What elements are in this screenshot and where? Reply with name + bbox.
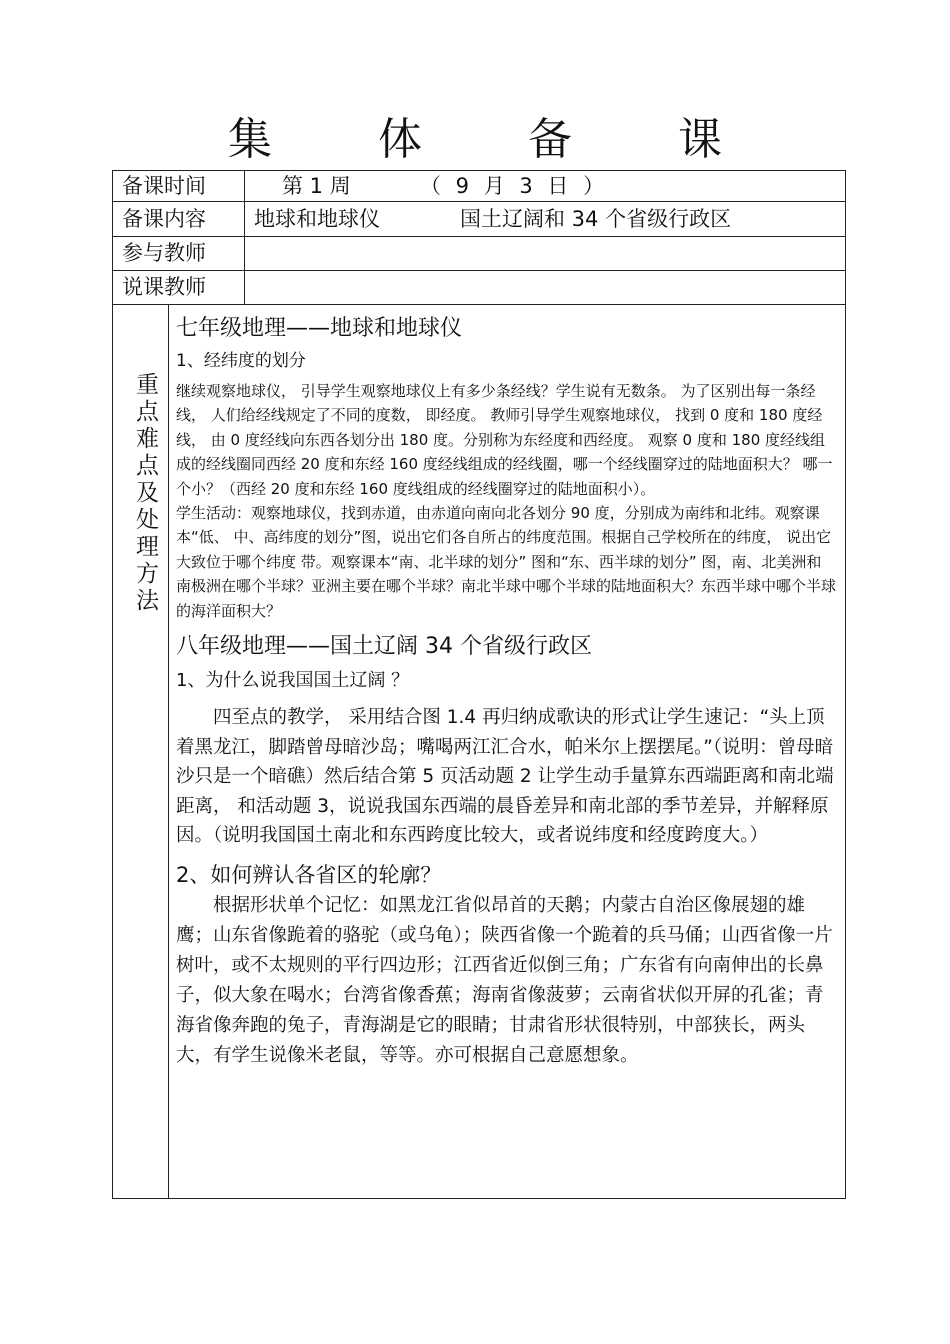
week-value: 第 1 周 bbox=[282, 174, 351, 198]
column-divider bbox=[168, 304, 169, 1199]
grade8-paragraph-1: 四至点的教学， 采用结合图 1.4 再归纳成歌诀的形式让学生速记：“头上顶着黑龙江，脚踏曾母暗沙岛；嘴喝两江汇合水，帕米尔上摆摆尾。”（说明：曾母暗沙只是一个暗礁）然后结合第 5 页活动题 2 让学生动手量算东西端距离和南北端距离， 和活动题 3，说说我国东西端的晨昏差异和南北部的季节差异，并解释原因。（说明我国国土南北和东西跨度比较大，或者说纬度和经度跨度大。） bbox=[176, 707, 834, 847]
content-value-1: 地球和地球仪 bbox=[254, 207, 380, 231]
column-divider bbox=[244, 170, 245, 305]
grade7-paragraph-1: 继续观察地球仪， 引导学生观察地球仪上有多少条经线？学生说有无数条。 为了区别出每一条经线， 人们给经线规定了不同的度数， 即经度。 教师引导学生观察地球仪， 找到 0 度和 180 度经线， 由 0 度经线向东西各划分出 180 度。分别称为东经度和西经度。 观察 0 度和 180 度经线组成的经线圈同西经 20 度和东经 160 度经线组成的经线圈，哪一个经线圈穿过的陆地面积大？ 哪一个小？（西经 20 度和东经 160 度线组成的经线圈穿过的陆地面积小）。 bbox=[176, 382, 833, 498]
grade8-paragraph-2: 根据形状单个记忆：如黑龙江省似昂首的天鹅；内蒙古自治区像展翅的雄鹰；山东省像跪着的骆驼（或乌龟）；陕西省像一个跪着的兵马俑；山西省像一片树叶，或不太规则的平行四边形；江西省近似倒三角；广东省有向南伸出的长鼻子，似大象在喝水；台湾省像香蕉；海南省像菠萝；云南省状似开屏的孔雀；青海省像奔跑的兔子，青海湖是它的眼睛；甘肃省形状很特别，中部狭长，两头大，有学生说像米老鼠，等等。亦可根据自己意愿想象。 bbox=[176, 895, 833, 1067]
row-divider bbox=[112, 236, 846, 237]
grade7-heading: 七年级地理——地球和地球仪 bbox=[176, 316, 463, 341]
row-divider bbox=[112, 270, 846, 271]
page-title: 集 体 备 课 bbox=[228, 114, 768, 165]
grade8-question-2: 2、如何辨认各省区的轮廓？ bbox=[176, 863, 442, 888]
speaker-label: 说课教师 bbox=[122, 275, 206, 299]
teachers-label: 参与教师 bbox=[122, 241, 206, 265]
content-value-2: 国土辽阔和 34 个省级行政区 bbox=[460, 207, 732, 231]
time-label: 备课时间 bbox=[122, 174, 206, 198]
content-label: 备课内容 bbox=[122, 207, 206, 231]
grade7-paragraph-2: 学生活动：观察地球仪，找到赤道，由赤道向南向北各划分 90 度，分别成为南纬和北纬。观察课本“低、 中、高纬度的划分”图，说出它们各自所占的纬度范围。根据自己学校所在的纬度， 说出它大致位于哪个纬度 带。观察课本“南、北半球的划分” 图和“东、西半球的划分” 图，南、北美洲和南极洲在哪个半球？亚洲主要在哪个半球？南北半球中哪个半球的陆地面积大？东西半球中哪个半球的海洋面积大？ bbox=[176, 504, 837, 620]
side-label: 重点难点及处理方法 bbox=[132, 372, 158, 615]
grade8-heading: 八年级地理——国土辽阔 34 个省级行政区 bbox=[176, 634, 592, 660]
row-divider bbox=[112, 201, 846, 202]
grade7-subheading: 1、经纬度的划分 bbox=[176, 351, 306, 371]
date-value: （ 9 月 3 日 ） bbox=[420, 174, 605, 198]
row-divider bbox=[112, 304, 846, 305]
grade8-question-1: 1、为什么说我国国土辽阔 ？ bbox=[176, 670, 410, 692]
lesson-content bbox=[176, 313, 836, 1071]
